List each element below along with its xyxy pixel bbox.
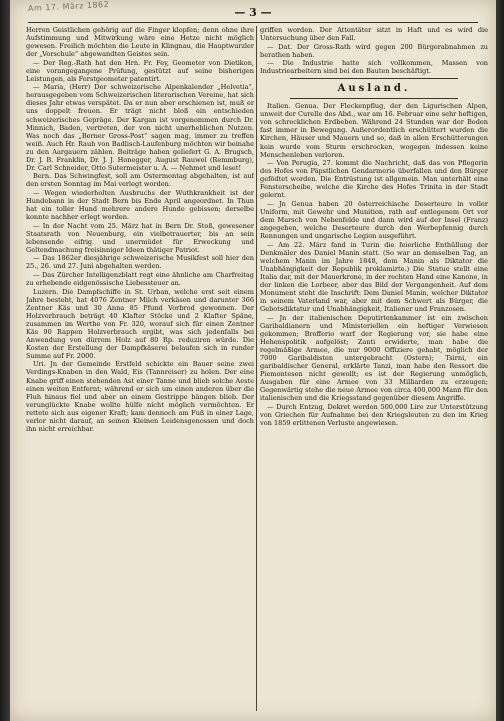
column-divider — [256, 26, 257, 711]
page-number: — 3 — — [234, 6, 272, 19]
article-paragraph: — Jn Genua haben 20 österreichische Deserteure in voller Uniform, mit Gewehr und Munition, rath auf entlegenem Ort vor dem Marsch von Nebenfelde und dann wird auf der Insel (Franz) angegeben, welche Deserteure durch den Werbepfennig durch Rennungen und ungarische Legion ausgeführt. — [260, 199, 488, 241]
article-paragraph: — Das 1862er diesjährige schweizerische Musikfest soll hier den 25., 26. und 27. Juni abgehalten werden. — [26, 254, 254, 271]
article-paragraph: Uri. Jn der Gemeinde Erstfeld schickte ein Bauer seine zwei Verdings-Knaben in den Wald, Eis (Tannreiser) zu holen. Der eine Knabe griff einen stehenden Ast einer Tanne und blieb solche Aeste einen weiten Entfernt; während er sich um einen anderen über die Fluh hinaus fiel und aber an einem Gestrippe hängen blieb. Der verunglückte Knabe wollte hülfe nicht möglich vermöchten. Er rettete sich aus eigener Kraft; kam dennoch am Fuß in einer Lage, verlor nicht darauf, an seinen Kleinen Leidensgenossen und doch ihn nicht erreichbar. — [26, 360, 254, 433]
section-heading-ausland: Ausland. — [337, 83, 411, 95]
article-paragraph: — Das Zürcher Intelligenzblatt regt eine ähnliche am Charfreitag zu erhebende eidgenössische Liebessteuer an. — [26, 270, 254, 287]
newspaper-page — [10, 0, 496, 721]
right-column — [260, 26, 488, 713]
article-paragraph: Italien. Genua. Der Fleckenpflug, der den Ligurischen Alpen, unweit der Curelle des Abd., war am 16. Februar eine sehr heftigen, von schrecklichen Erdbeben. Während 24 Stunden war der Boden fast immer in Bewegung. Außerordentlich erschüttert wurden die Kirchen, Häuser und Mauern und so, daß in allen Erschütterungen kein wurde vom Sturm erschrocken, wogegen indessen keine Menschenleben verloren. — [260, 102, 488, 159]
section-rule — [290, 98, 458, 99]
archive-stamp: Am 17. März 1862 — [27, 0, 110, 14]
section-rule — [290, 78, 458, 79]
article-paragraph: — Jn der italienischen Deputirtenkammer ist ein zwischen Garibaldianern und Ministeriellen ein heftiger Verwiesen gekommen; Brofferio warf der Regierung vor, sie habe eine Hehenspolitik aufgelöst; Zanti erwiderte, man habe die regelmäßige Armee, die nur 9000 Offiziere gehabt, möglich der 7000 Garibaldisten untergebracht (Ostern); Tsirni, ein garibaldischer General, erklärte Tanzi, man habe den Ressort die Piemontesen nicht gewollt; es ist der Regierung unmöglich, Ausgaben für eine Armee von 33 Milliarden zu erzeugen; Gegenwärtig stehe die neue Armee von circa 400,000 Mann für den italienischen und die Kriegsstand gegenüber diesem Angriffe. — [260, 313, 488, 402]
article-paragraph: — Die Industrie hatte sich vollkommen, Massen von Industriearbeitern sind bei den Bauten beschäftigt. — [260, 59, 488, 76]
left-page-gutter — [0, 0, 10, 721]
article-paragraph: — In der Nacht vom 25. März hat in Bern Dr. Stoß, gewesener Staatsrath von Neuenburg, ein vielbetrauerter, bis an sein lebensende eifrig und unermüdet für Erweckung und Geltendmachung freisinniger Ideen thätiger Patriot. — [26, 221, 254, 254]
article-paragraph: — Wegen wiederholten Ausbruchs der Wuthkrankheit ist der Hundebann in der Stadt Bern bis Ende April angeordnet. In Thun hat ein toller Hund mehrere andere Hunde gebissen; derselbe konnte nachher erlegt werden. — [26, 188, 254, 222]
right-page-edge — [496, 0, 504, 721]
top-rule — [28, 22, 478, 23]
article-paragraph: — Von Perugia, 27. kommt die Nachricht, daß das von Pflegerin des Hofes von Päpstlichen Gendarmerie überfallen und den Bürger gefödtet worden. Die Entrüstung ist allgemein. Man unterhält eine Fensterscheibe, welche die Kirche des Hofes Trinita in der Stadt gelernt. — [260, 159, 488, 200]
article-paragraph: — Durch Entzug, Dekret werden 500,000 Lire zur Unterstützung von Griechen für Aufnahme bei den Kriegsleuten zu den im Krieg von 1859 erlittenen Verluste angewiesen. — [260, 402, 488, 427]
left-column — [26, 26, 254, 713]
article-paragraph: — Der Reg.-Rath hat den Hrn. Fr. Fey, Geometer von Dietikon, eine vorangegangene Prüfung, gestützt auf seine bisherigen Leistungen, als Forstgeometer patentirt. — [26, 58, 254, 83]
article-paragraph: griffen worden. Der Attentäter sitzt in Haft und es wird die Untersuchung über den Fall. — [260, 26, 488, 43]
article-paragraph: Bern. Das Schwingfest, soll am Ostermontag abgehalten, ist auf den ersten Sonntag im Mai verlegt worden. — [26, 172, 254, 189]
article-paragraph: — Maria, (Herr) Der schweizerische Alpenkalender „Helvetia“, herausgegeben vom Schweizerischen literarischen Vereine, hat sich dieses Jahr etwas verspätet. Da er nun aber erschienen ist, muß er uns doppelt freuen. Er trägt nicht bloß ein entschieden schweizerisches Gepräge. Der Kargan ist vorgenommen durch Dr. Minnich, Baden, vertreten, der von nicht unerheblichen Nutzen. Was noch das „Berner Gross-Post“ sagen mag, immer zu treffen weiß. Auch Hr. Rauh von Badlisch-Laufenburg möchten wir beinahe zu den Aargauern zählen. Beiträge haben geliefert G. A. Brugsch, Dr. J. B. Franklin, Dr. J. J. Honegger, August Rauwel (Remmburg), Dr. Carl Schneider, Otto Sutermeister u. A. — Nehmet und leset! — [26, 83, 254, 172]
article-paragraph: — Am 22. März fand in Turin die feierliche Enthüllung der Denkmäler des Daniel Manin statt. (So war an demselben Tag, an welchem Manin im Jahre 1848, dem Manin als Diktator die Unabhängigkeit der Republik proklamirte.) Die Statue stellt eine Italia dar, mit der Mauerkrone, in der rechten Hand eine Kanone, in der linken die Lorbeer, aber das Bild der Vergangenheit. Auf dem Monument steht die Inschrift: Dem Daniel Manin, welcher Diktator in seinem Vaterland war, aber mit dem Schwert als Bürger, die Gebotsdiktatur und Unabhängigkeit, Italiener und Franzosen. — [260, 240, 488, 313]
article-paragraph: Luzern. Die Dampfschiffe in St. Urban, welche erst seit einem Jahre besteht, hat 4076 Zentner Milch verkäsen und darunter 366 Zentner Käs und 30 Anna 85 Pfund Vorbrod gewonnen. Der Holzverbrauch beträgt 40 Klafter Stöcke und 2 Klafter Späne, zusammen im Werthe von Fr. 320, worauf sich für einen Zentner Käs 90 Rappen Holzverbrauch ergibt, was sich jedenfalls bei Anwendung von dürrem Holz auf 80 Rp. reduziren würde. Die Kosten der Erstellung der Dampfkäserei belaufen sich in runder Summe auf Fr. 2000. — [26, 287, 254, 360]
article-paragraph: Herren Geistlichen gehörig auf die Finger klopfen; denn ohne ihre Aufstimmung und Mitwirkung wäre eine Hetze nicht möglich gewesen. Freilich möchten die Leute in Klingnau, die Hauptwurzler der „Vorschule“ abgewandten Geistes sein. — [26, 26, 254, 59]
article-paragraph: — Dat. Der Gross-Rath wird gegen 200 Bürgerabnahmen zu berathen haben. — [260, 42, 488, 59]
